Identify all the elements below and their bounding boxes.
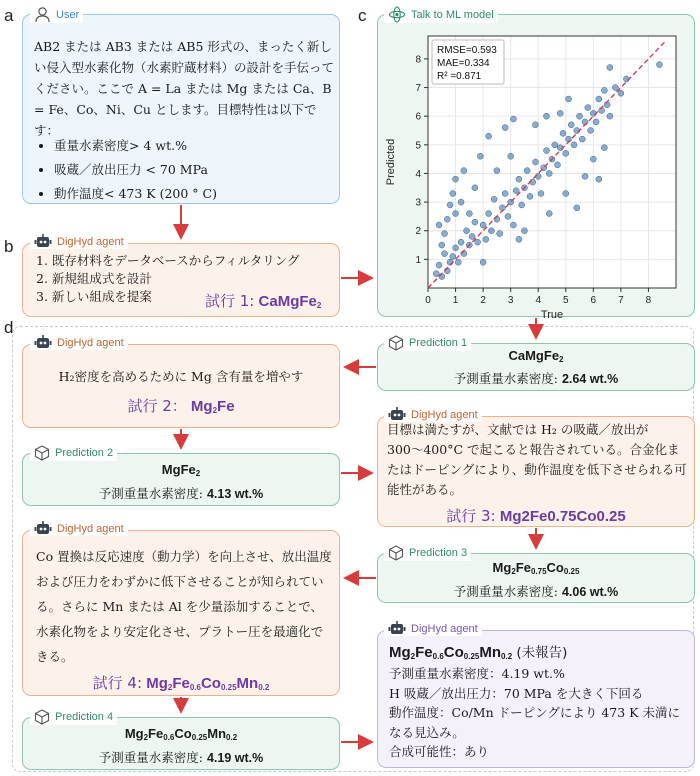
prediction-2-tag: Prediction 2 (30, 445, 117, 461)
y-tick-label: 1 (415, 254, 421, 266)
prediction-1-tag: Prediction 1 (384, 335, 471, 351)
x-tick-label: 1 (452, 295, 459, 306)
y-tick-label: 6 (415, 111, 421, 123)
panel-label-a: a (4, 6, 14, 25)
panel-label-c: c (358, 6, 367, 25)
agent-trial4-tag: DigHyd agent (30, 521, 128, 536)
final-summary-line: 動作温度：Co/Mn ドーピングにより 473 K 未満になる見込み。 (389, 705, 680, 740)
final-agent-tag: DigHyd agent (384, 621, 482, 636)
prediction-4-value: 予測重量水素密度: 4.19 wt.% (98, 750, 264, 765)
user-target-item: • 吸蔵／放出圧力 < 70 MPa (54, 158, 354, 182)
y-tick-label: 7 (415, 83, 421, 95)
agent-trial3-text: 目標は満たすが、文献では H₂ の吸蔵／放出が 300〜400°C で起こると報告されている。合金化またはドーピングにより、動作温度を低下させられる可能性がある。 (387, 422, 687, 497)
x-tick-label: 2 (480, 295, 486, 306)
panel-label-b: b (4, 237, 14, 256)
agent-b-step: 3. 新しい組成を提案 (36, 289, 152, 304)
ml-model-tag: Talk to ML model (384, 6, 498, 23)
metric-label: R² =0.871 (437, 71, 482, 82)
trial-1: 試行 1: CaMgFe$_2$ (205, 292, 322, 310)
x-axis-label: True (540, 309, 564, 321)
prediction-1-formula: CaMgFe$_2$ (508, 348, 564, 364)
agent-trial3-tag: DigHyd agent (384, 407, 482, 422)
panel-label-d: d (4, 318, 14, 337)
user-request-text: AB2 または AB3 または AB5 形式の、まったく新しい侵入型水素化物（水素貯蔵材料）の設計を手伝ってください。ここで A = La または Mg または Ca、B = Fe、Co、Ni、Cu とします。目標特性は以下です： (34, 39, 335, 138)
y-tick-label: 2 (415, 226, 421, 238)
prediction-1-value: 予測重量水素密度: 2.64 wt.% (453, 371, 619, 386)
prediction-4-formula: $Mg_2Fe_{0.6}Co_{0.25}Mn_{0.2}$ (124, 726, 238, 742)
y-tick-label: 4 (415, 168, 421, 180)
prediction-2-formula: MgFe$_2$ (161, 462, 201, 478)
y-tick-label: 3 (415, 197, 421, 209)
x-tick-label: 0 (425, 295, 431, 306)
agent-b-step: 1. 既存材料をデータベースからフィルタリング (36, 253, 300, 268)
x-tick-label: 4 (535, 295, 542, 306)
prediction-3-formula: $Mg_2Fe_{0.75}Co_{0.25}$ (492, 560, 580, 576)
prediction-3-tag: Prediction 3 (384, 545, 471, 561)
x-tick-label: 6 (590, 295, 597, 306)
agent-trial2-text: H₂密度を高めるために Mg 含有量を増やす (58, 369, 304, 384)
agent-trial2-tag: DigHyd agent (30, 335, 128, 350)
x-tick-label: 7 (618, 295, 624, 306)
trial-3: 試行 3: Mg2Fe0.75Co0.25 (446, 507, 626, 525)
user-tag: User (30, 6, 83, 23)
x-tick-label: 8 (645, 295, 652, 306)
prediction-2-value: 予測重量水素密度: 4.13 wt.% (98, 486, 264, 501)
final-summary-line: H 吸蔵／放出圧力：70 MPa を大きく下回る (389, 685, 644, 701)
user-target-item: • 動作温度< 473 K (200 ° C) (54, 182, 354, 206)
x-tick-label: 3 (507, 295, 514, 306)
final-formula: $Mg_2Fe_{0.6}Co_{0.25}Mn_{0.2}$ (未報告) (389, 644, 568, 661)
x-tick-label: 5 (562, 295, 569, 306)
metric-label: MAE=0.334 (437, 58, 490, 69)
user-target-item: • 重量水素密度> 4 wt.% (54, 134, 354, 158)
trial-2: 試行 2： $Mg_2Fe$ (127, 397, 235, 415)
final-summary-line: 合成可能性：あり (389, 744, 490, 759)
agent-trial4-text: Co 置換は反応速度（動力学）を向上させ、放出温度および圧力をわずかに低下させることが知られている。さらに Mn または Al を少量添加することで、水素化物をより安定化させ、プラトー圧を最適化できる。 (36, 549, 332, 664)
prediction-3-value: 予測重量水素密度: 4.06 wt.% (453, 584, 619, 599)
agent-b-step: 2. 新規組成式を設計 (36, 271, 152, 286)
y-tick-label: 8 (415, 54, 421, 66)
y-tick-label: 5 (415, 140, 421, 152)
metric-label: RMSE=0.593 (437, 45, 497, 56)
prediction-4-tag: Prediction 4 (30, 709, 117, 725)
trial-4: 試行 4: $Mg_2Fe_{0.6}Co_{0.25}Mn_{0.2}$ (92, 674, 270, 692)
agent-b-tag: DigHyd agent (30, 234, 128, 249)
y-axis-label: Predicted (385, 138, 397, 186)
final-summary-line: 予測重量水素密度：4.19 wt.% (389, 666, 565, 681)
